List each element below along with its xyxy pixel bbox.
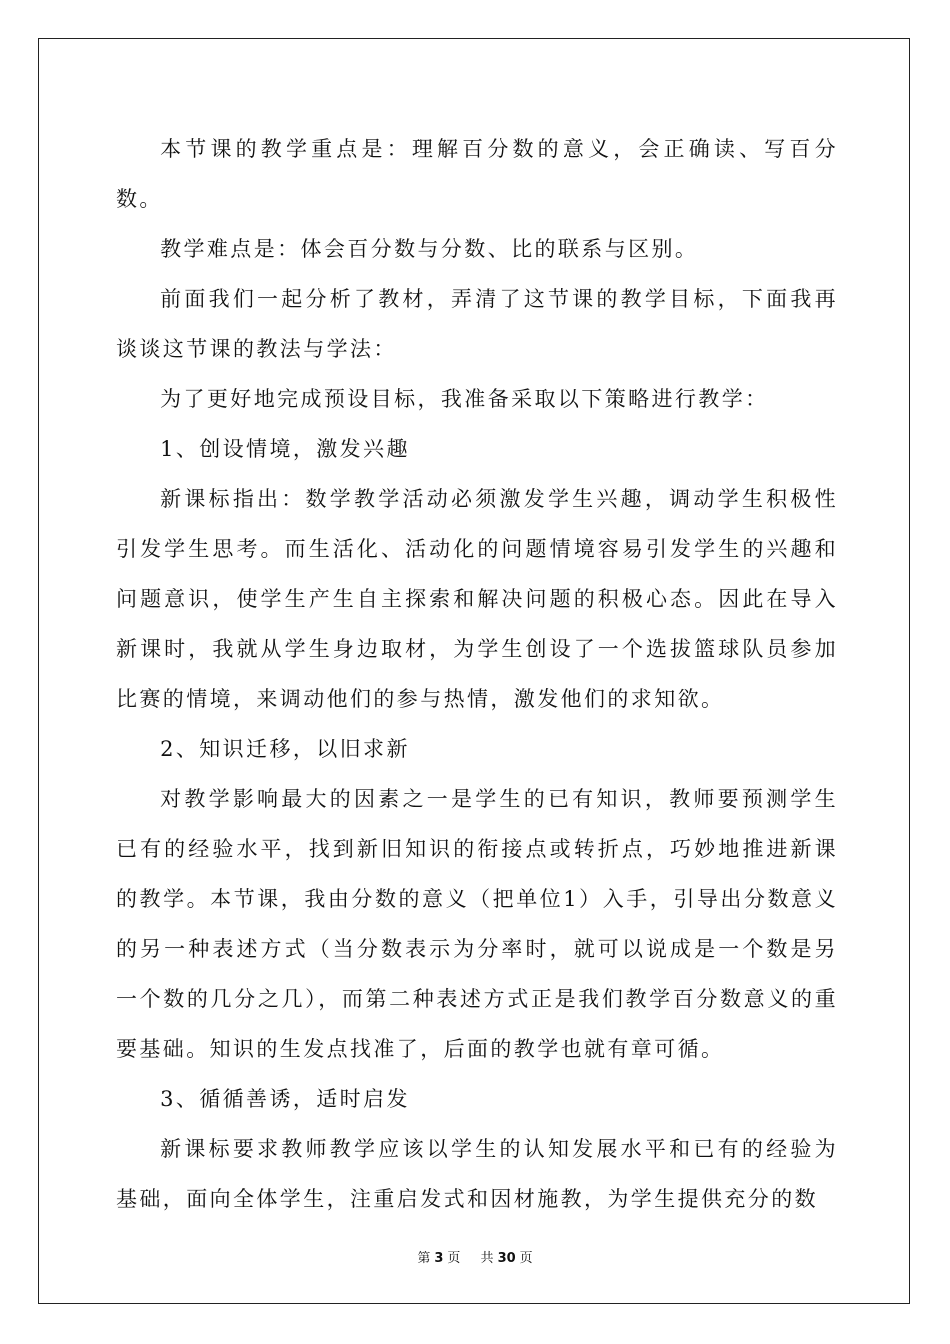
page-total: 30 <box>497 1251 516 1266</box>
page-total-indicator <box>477 1251 537 1266</box>
paragraph-key-points: 本节课的教学重点是：理解百分数的意义，会正确读、写百分数。 <box>116 137 838 211</box>
paragraph-strategy-3: 新课标要求教师教学应该以学生的认知发展水平和已有的经验为基础，面向全体学生，注重启发式和因材施教，为学生提供充分的数 <box>116 1137 838 1211</box>
page-suffix: 页 <box>447 1251 461 1266</box>
paragraph-difficulties: 教学难点是：体会百分数与分数、比的联系与区别。 <box>160 237 699 261</box>
page-current: 3 <box>434 1251 444 1266</box>
paragraph-strategy-2: 对教学影响最大的因素之一是学生的已有知识，教师要预测学生已有的经验水平，找到新旧知识的衔接点或转折点，巧妙地推进新课的教学。本节课，我由分数的意义（把单位1）入手，引导出分数意义的另一种表述方式（当分数表示为分率时，就可以说成是一个数是另一个数的几分之几），而第二种表述方式正是我们教学百分数意义的重要基础。知识的生发点找准了，后面的教学也就有章可循。 <box>116 787 838 1061</box>
heading-strategy-2: 2、知识迁移，以旧求新 <box>160 737 410 761</box>
heading-strategy-3: 3、循循善诱，适时启发 <box>160 1087 410 1111</box>
paragraph-transition: 前面我们一起分析了教材，弄清了这节课的教学目标，下面我再谈谈这节课的教法与学法： <box>116 287 838 361</box>
page-footer <box>0 1247 950 1266</box>
heading-strategy-1: 1、创设情境，激发兴趣 <box>160 437 410 461</box>
page-indicator <box>413 1251 464 1266</box>
document-body <box>116 124 838 1224</box>
total-prefix: 共 <box>480 1251 494 1266</box>
total-suffix: 页 <box>519 1251 533 1266</box>
paragraph-strategy-1: 新课标指出：数学教学活动必须激发学生兴趣，调动学生积极性引发学生思考。而生活化、活动化的问题情境容易引发学生的兴趣和问题意识，使学生产生自主探索和解决问题的积极心态。因此在导入新课时，我就从学生身边取材，为学生创设了一个选拔篮球队员参加比赛的情境，来调动他们的参与热情，激发他们的求知欲。 <box>116 487 838 711</box>
page-prefix: 第 <box>417 1251 431 1266</box>
paragraph-strategy-intro: 为了更好地完成预设目标，我准备采取以下策略进行教学： <box>160 387 769 411</box>
